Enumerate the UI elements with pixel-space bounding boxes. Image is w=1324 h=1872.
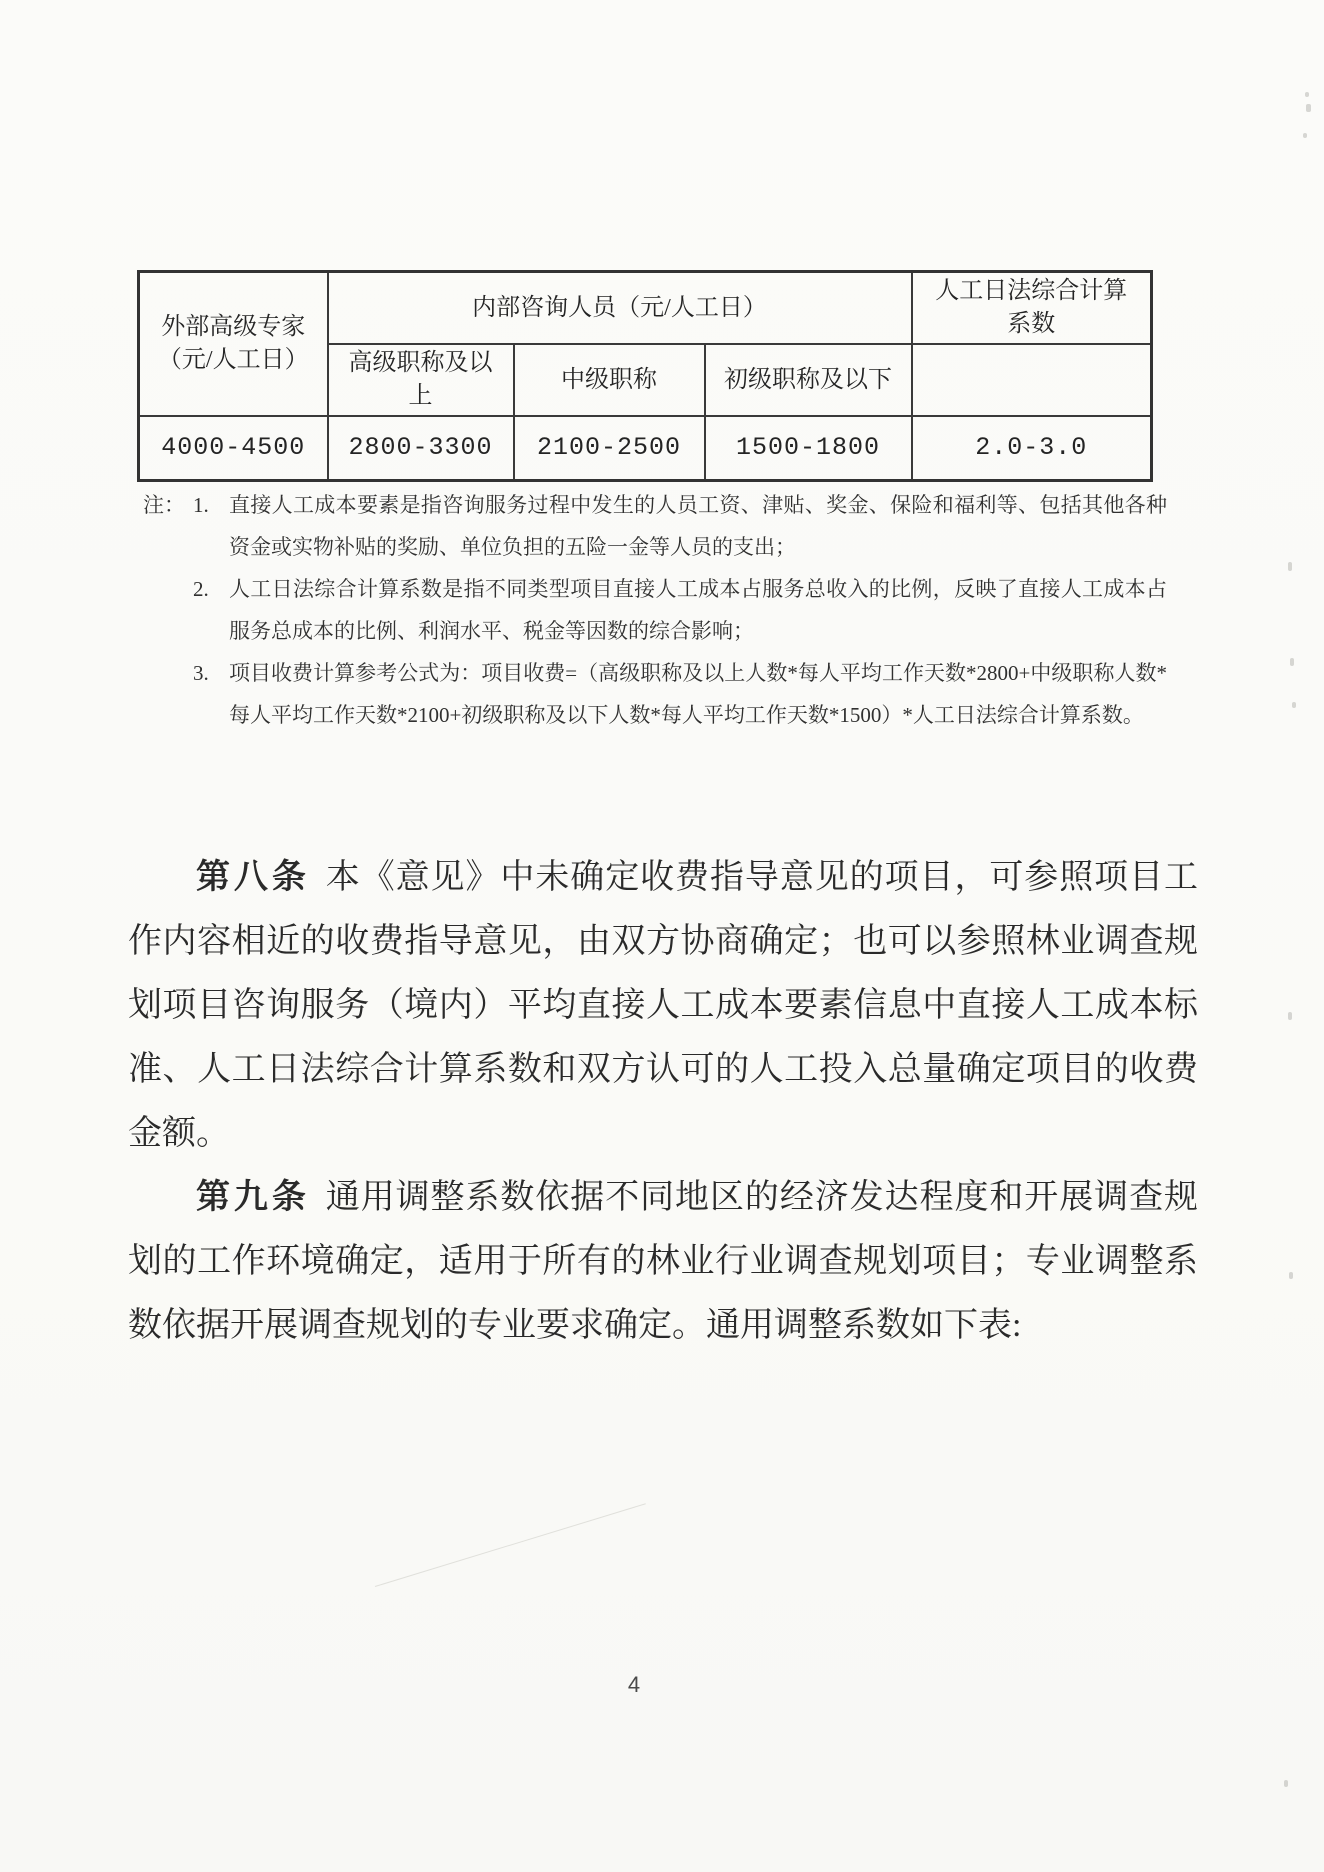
fee-table-section <box>137 270 1153 482</box>
cell-junior-range: 1500-1800 <box>705 416 912 480</box>
scan-artifact <box>1305 92 1309 97</box>
note-number: 3. <box>193 661 209 685</box>
scan-crease-artifact <box>375 1503 646 1587</box>
note-item <box>143 568 1167 652</box>
header-senior-title: 高级职称及以上 <box>328 344 514 416</box>
table-row <box>139 416 1152 480</box>
header-mid-title: 中级职称 <box>514 344 705 416</box>
cell-senior-range: 2800-3300 <box>328 416 514 480</box>
article-9-paragraph <box>128 1166 1198 1358</box>
header-coefficient-empty-cell <box>912 344 1152 416</box>
body-text-section <box>128 846 1198 1358</box>
note-item <box>143 652 1167 736</box>
note-text: 直接人工成本要素是指咨询服务过程中发生的人员工资、津贴、奖金、保险和福利等、包括其他各种资金或实物补贴的奖励、单位负担的五险一金等人员的支出； <box>229 493 1167 559</box>
notes-section <box>143 484 1167 736</box>
article-8-paragraph <box>128 846 1198 1166</box>
scan-artifact <box>1292 702 1296 708</box>
note-number: 1. <box>193 493 209 517</box>
scan-artifact <box>1288 562 1292 571</box>
header-external-expert: 外部高级专家（元/人工日） <box>139 272 328 417</box>
scan-artifact <box>1303 133 1307 138</box>
scan-artifact <box>1306 104 1311 112</box>
scan-artifact <box>1288 1012 1292 1020</box>
note-number: 2. <box>193 577 209 601</box>
note-item <box>143 484 1167 568</box>
scan-artifact <box>1290 658 1294 666</box>
page-number: 4 <box>627 1672 641 1697</box>
article-8-lead: 第八条 <box>196 859 310 896</box>
note-text: 人工日法综合计算系数是指不同类型项目直接人工成本占服务总收入的比例，反映了直接人工成本占服务总成本的比例、利润水平、税金等因数的综合影响； <box>229 577 1167 643</box>
header-internal-consultant: 内部咨询人员（元/人工日） <box>328 272 912 345</box>
scan-artifact <box>1289 1272 1293 1279</box>
article-8-text: 本《意见》中未确定收费指导意见的项目，可参照项目工作内容相近的收费指导意见，由双方协商确定；也可以参照林业调查规划项目咨询服务（境内）平均直接人工成本要素信息中直接人工成本标准、人工日法综合计算系数和双方认可的人工投入总量确定项目的收费金额。 <box>128 859 1199 1152</box>
header-coefficient: 人工日法综合计算系数 <box>912 272 1152 345</box>
article-9-lead: 第九条 <box>196 1179 310 1216</box>
cell-coefficient-range: 2.0-3.0 <box>912 416 1152 480</box>
article-9-text: 通用调整系数依据不同地区的经济发达程度和开展调查规划的工作环境确定，适用于所有的林业行业调查规划项目；专业调整系数依据开展调查规划的专业要求确定。通用调整系数如下表: <box>128 1179 1199 1344</box>
note-text: 项目收费计算参考公式为：项目收费=（高级职称及以上人数*每人平均工作天数*2800+中级职称人数*每人平均工作天数*2100+初级职称及以下人数*每人平均工作天数*1500）*人工日法综合计算系数。 <box>229 661 1167 727</box>
notes-label: 注： <box>143 493 185 517</box>
fee-table <box>137 270 1153 482</box>
scan-artifact <box>1284 1780 1288 1787</box>
cell-external-expert-range: 4000-4500 <box>139 416 328 480</box>
cell-mid-range: 2100-2500 <box>514 416 705 480</box>
header-junior-title: 初级职称及以下 <box>705 344 912 416</box>
